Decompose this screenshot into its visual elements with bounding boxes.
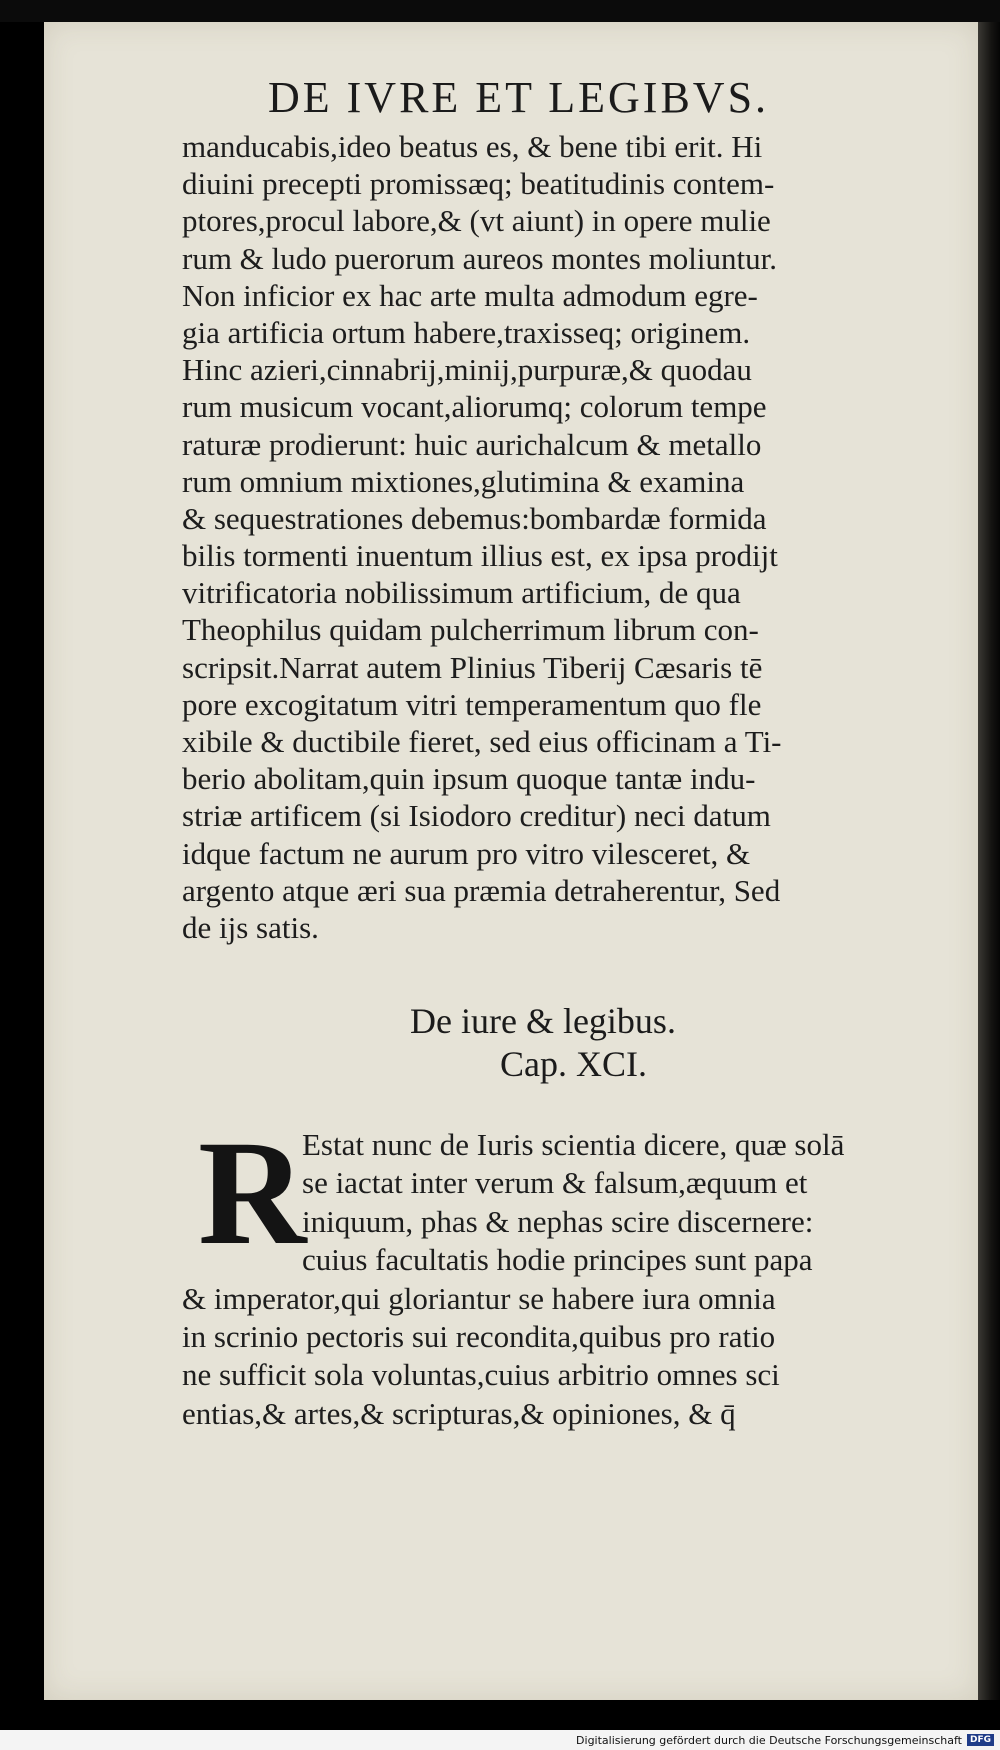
text-line: Hinc azieri,cinnabrij,minij,purpuræ,& quodau — [182, 352, 752, 388]
text-line: berio abolitam,quin ipsum quoque tantæ indu- — [182, 761, 756, 797]
text-line: rum musicum vocant,aliorumq; colorum tempe — [182, 389, 767, 425]
text-line: gia artificia ortum habere,traxisseq; originem. — [182, 314, 751, 350]
drop-cap-initial: R — [198, 1110, 307, 1276]
chapter-text — [182, 1110, 952, 1433]
text-line: Non inficior ex hac arte multa admodum egre- — [182, 277, 758, 313]
text-line: idque factum ne aurum pro vitro vilesceret, & — [182, 835, 751, 871]
text-line: vitrificatoria nobilissimum artificium, de qua — [182, 575, 741, 611]
text-line: scripsit.Narrat autem Plinius Tiberij Cæsaris tē — [182, 649, 763, 685]
scan-bottom-edge — [0, 1700, 1000, 1730]
text-line: & imperator,qui gloriantur se habere iura omnia — [182, 1280, 776, 1316]
text-line: manducabis,ideo beatus es, & bene tibi erit. Hi — [182, 129, 763, 164]
text-line: rum omnium mixtiones,glutimina & examina — [182, 463, 745, 499]
scan-top-edge — [0, 0, 1000, 22]
text-line: striæ artificem (si Isiodoro creditur) neci datum — [182, 798, 771, 834]
text-line: xibile & ductibile fieret, sed eius officinam a Ti- — [182, 724, 782, 759]
text-line: se iactat inter verum & falsum,æquum et — [302, 1165, 808, 1201]
text-line: raturæ prodierunt: huic aurichalcum & metallo — [182, 426, 762, 462]
text-line: ne sufficit sola voluntas,cuius arbitrio omnes sci — [182, 1357, 780, 1393]
body-text — [182, 128, 952, 946]
text-line: diuini precepti promissæq; beatitudinis contem- — [182, 166, 775, 202]
footer-credit: Digitalisierung gefördert durch die Deutsche Forschungsgemeinschaft — [576, 1733, 962, 1747]
book-gutter — [978, 22, 1000, 1700]
text-line: & sequestrationes debemus:bombardæ formida — [182, 500, 767, 536]
running-head: DE IVRE ET LEGIBVS. — [268, 73, 770, 122]
dfg-logo-icon: DFG — [967, 1734, 994, 1746]
text-line: argento atque æri sua præmia detraherentur, Sed — [182, 872, 781, 908]
text-line: Theophilus quidam pulcherrimum librum con- — [182, 612, 759, 648]
text-line: pore excogitatum vitri temperamentum quo fle — [182, 686, 762, 722]
text-line: ptores,procul labore,& (vt aiunt) in opere mulie — [182, 203, 771, 239]
text-line: bilis tormenti inuentum illius est, ex ipsa prodijt — [182, 538, 778, 574]
text-line: iniquum, phas & nephas scire discernere: — [302, 1203, 814, 1239]
chapter-title: De iure & legibus. — [410, 1001, 676, 1041]
text-line: entias,& artes,& scripturas,& opiniones, & q̄ — [182, 1395, 736, 1431]
chapter-number: Cap. XCI. — [500, 1044, 647, 1084]
text-line: Estat nunc de Iuris scientia dicere, quæ solā — [302, 1127, 845, 1162]
digitization-footer — [0, 1730, 1000, 1750]
text-line: rum & ludo puerorum aureos montes moliuntur. — [182, 240, 777, 276]
text-line: cuius facultatis hodie principes sunt papa — [302, 1242, 813, 1278]
text-line: de ijs satis. — [182, 909, 319, 945]
text-line: in scrinio pectoris sui recondita,quibus pro ratio — [182, 1318, 776, 1354]
